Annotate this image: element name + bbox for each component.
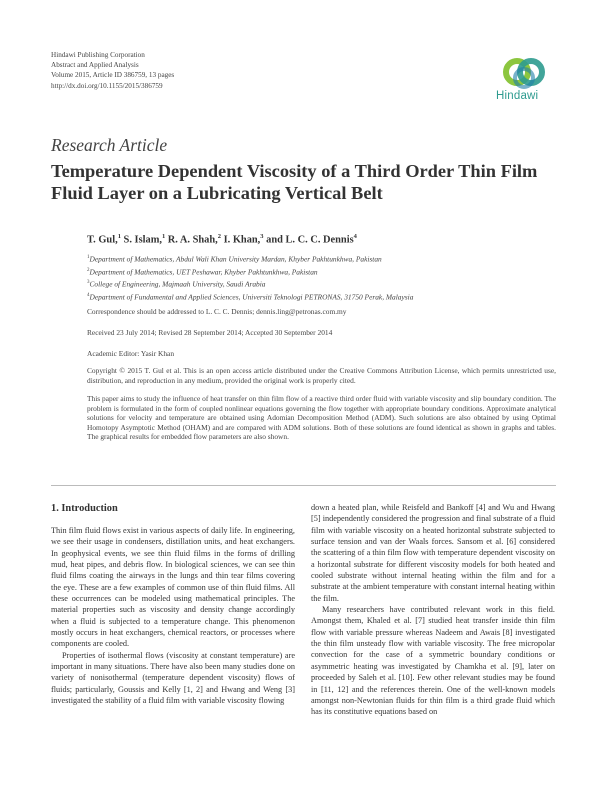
abstract: This paper aims to study the influence of heat transfer on thin film flow of a reactive third order fluid with variable viscosity and slip boundary condition. The problem is formulated in the form of coupled nonlinear equations governing the flow together with appropriate boundary conditions. Approximate analytical solutions for velocity and temperature are obtained using Adomian Decomposition Method (ADM). Such solutions are also obtained by using Optimal Homotopy Asymptotic Method (OHAM) and are compared with ADM solutions. Both of these solutions are found identical as shown in graphs and tables. The graphical results for embedded flow parameters are also shown. [87, 394, 556, 442]
paragraph: down a heated plan, while Reisfeld and Bankoff [4] and Wu and Hwang [5] independently considered the progression and final substrate of a fluid film with variable viscosity on a heated horizontal substrate subjected to surface tension and van der Waals forces. Sansom et al. [6] considered the scattering of a thin film flow with temperature dependent viscosity on a horizontal substrate for different viscosity models for both heated and cooled substrate without internal heating within the film and for a substrate at the ambient temperature with constant internal heating within the film. [311, 503, 555, 603]
publisher-name: Hindawi Publishing Corporation [51, 51, 145, 59]
affiliation: $^3$College of Engineering, Majmaah University, Saudi Arabia [87, 279, 266, 289]
affiliation: $^1$Department of Mathematics, Abdul Wali Khan University Mardan, Khyber Pakhtunkhwa, Pakistan [87, 254, 382, 264]
article-title: Temperature Dependent Viscosity of a Third Order Thin Film Fluid Layer on a Lubricating Vertical Belt [51, 161, 538, 203]
hindawi-logo-text: Hindawi [496, 90, 539, 102]
volume-line: Volume 2015, Article ID 386759, 13 pages [51, 71, 175, 80]
journal-name: Abstract and Applied Analysis [51, 61, 139, 70]
right-column [311, 502, 555, 718]
left-column [51, 525, 295, 707]
author: S. Islam, [120, 234, 162, 246]
academic-editor: Academic Editor: Yasir Khan [87, 349, 175, 358]
author: R. A. Shah, [165, 234, 218, 246]
author-sup: 4 [353, 233, 357, 240]
doi-link[interactable]: http://dx.doi.org/10.1155/2015/386759 [51, 81, 163, 90]
copyright-notice: Copyright © 2015 T. Gul et al. This is an open access article distributed under the Creative Commons Attribution License, which permits unrestricted use, distribution, and reproduction in any medium, provided the original work is properly cited. [87, 366, 556, 385]
paragraph: Many researchers have contributed relevant work in this field. Amongst them, Khaled et al. [7] studied heat transfer inside thin film flow with variable pressure whereas Nadeem and Awais [8] investigated the thin film unsteady flow with variable viscosity. The free micropolar convection for the case of a symmetric boundary conditions or asymmetric heating was investigated by Chamkha et al. [9], later on proceeded by Saleh et al. [10]. Few other relevant studies may be found in [11, 12] and the references therein. One of the well-known models amongst non-Newtonian fluids for thin film is a third grade fluid which has its constitutive equations based on [311, 605, 555, 717]
author-list [87, 233, 357, 245]
affiliations [87, 252, 557, 303]
paragraph: Thin film fluid flows exist in various aspects of daily life. In engineering, we see their usage in condensers, distillation units, and heat exchangers. In geophysical events, we see thin fluid films in the forms of drilling mud, heat pipes, and debris flow. In biological sciences, we can see thin fluid films coating the airways in the lungs and thin tear films covering the eye. These are a few examples of common use of thin fluid films. All these occurrences can be modeled using mathematical principles. The material properties such as viscosity and density change accordingly when a fluid is subjected to a temperature change. This phenomenon mostly occurs in heat exchangers, chemical reactors, or processes where components are cooled. [51, 526, 295, 649]
journal-header [51, 50, 174, 91]
section-heading: 1. Introduction [51, 503, 118, 514]
section-divider [51, 485, 556, 486]
author: I. Khan, [221, 234, 261, 246]
author: and L. C. C. Dennis [263, 234, 354, 246]
affiliation: $^2$Department of Mathematics, UET Peshawar, Khyber Pakhtunkhwa, Pakistan [87, 267, 318, 277]
author: T. Gul, [87, 234, 118, 246]
author-sup: 2 [217, 233, 222, 240]
affiliation: $^4$Department of Fundamental and Applied Sciences, Universiti Teknologi PETRONAS, 31750 Perak, Malaysia [87, 292, 414, 302]
paragraph: Properties of isothermal flows (viscosity at constant temperature) are important in many situations. There have also been many studies done on variety of nonisothermal (temperature dependent viscosity) flows of fluids; particularly, Goussis and Kelly [1, 2] and Hwang and Weng [3] investigated the stability of a fluid film with variable viscosity flowing [51, 650, 295, 706]
article-type: Research Article [51, 135, 168, 155]
author-sup: 3 [260, 233, 264, 240]
author-sup: 1 [161, 233, 166, 240]
correspondence-line: Correspondence should be addressed to L. C. C. Dennis; dennis.ling@petronas.com.my [87, 307, 347, 316]
received-dates: Received 23 July 2014; Revised 28 September 2014; Accepted 30 September 2014 [87, 328, 333, 337]
author-sup: 1 [117, 233, 121, 240]
